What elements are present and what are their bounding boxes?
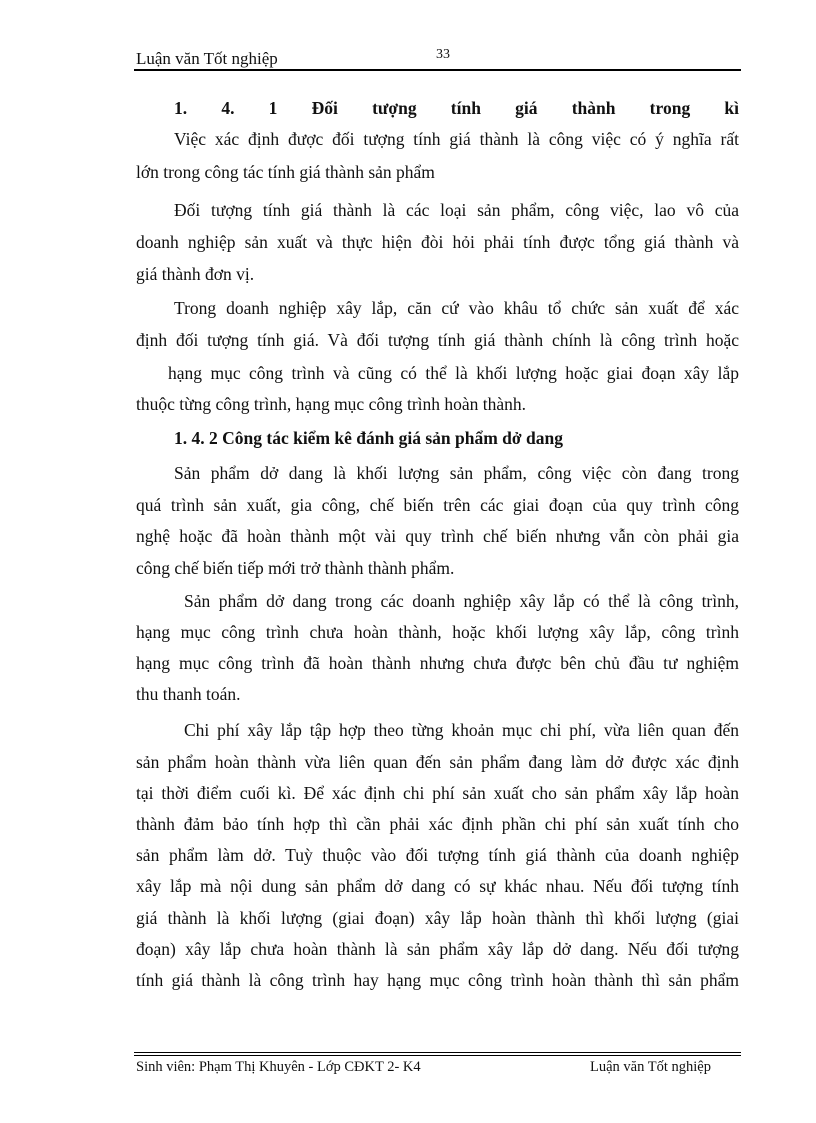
paragraph-line: xây lắp mà nội dung sản phẩm dở dang có sự khác nhau. Nếu đối tượng tính (136, 876, 739, 896)
paragraph-line: giá thành đơn vị. (136, 264, 255, 284)
header-divider (134, 69, 741, 71)
paragraph-line: tại thời điểm cuối kì. Để xác định chi phí sản xuất cho sản phẩm xây lắp hoàn (136, 783, 739, 803)
paragraph-line: Chi phí xây lắp tập hợp theo từng khoản mục chi phí, vừa liên quan đến (184, 720, 739, 740)
paragraph-line: thành đảm bảo tính hợp thì cần phải xác định phần chi phí sản xuất tính cho (136, 814, 739, 834)
paragraph-line: hạng mục công trình chưa hoàn thành, hoặc khối lượng xây lắp, công trình (136, 622, 739, 642)
paragraph-line: Việc xác định được đối tượng tính giá thành là công việc có ý nghĩa rất (174, 129, 739, 149)
footer-title: Luận văn Tốt nghiệp (590, 1059, 711, 1075)
page-number: 33 (436, 47, 450, 62)
paragraph-line: Đối tượng tính giá thành là các loại sản phẩm, công việc, lao vô của (174, 200, 739, 220)
footer-divider (134, 1052, 741, 1053)
footer-student-info: Sinh viên: Phạm Thị Khuyên - Lớp CĐKT 2- K4 (136, 1059, 421, 1075)
section-heading-1-4-1: 1. 4. 1 Đối tượng tính giá thành trong kì (174, 98, 739, 118)
paragraph-line: hạng mục công trình đã hoàn thành nhưng chưa được bên chủ đầu tư nghiệm (136, 653, 739, 673)
paragraph-line: nghệ hoặc đã hoàn thành một vài quy trình chế biến nhưng vẫn còn phải gia (136, 526, 739, 546)
paragraph-line: lớn trong công tác tính giá thành sản phẩm (136, 162, 435, 182)
paragraph-line: thu thanh toán. (136, 684, 241, 704)
paragraph-line: Sản phẩm dở dang là khối lượng sản phẩm, công việc còn đang trong (174, 463, 739, 483)
paragraph-line: Trong doanh nghiệp xây lắp, căn cứ vào khâu tổ chức sản xuất để xác (174, 298, 739, 318)
paragraph-line: sản phẩm làm dở. Tuỳ thuộc vào đối tượng tính giá thành của doanh nghiệp (136, 845, 739, 865)
paragraph-line: đoạn) xây lắp chưa hoàn thành là sản phẩm xây lắp dở dang. Nếu đối tượng (136, 939, 739, 959)
header-title: Luận văn Tốt nghiệp (136, 49, 278, 68)
section-heading-1-4-2: 1. 4. 2 Công tác kiểm kê đánh giá sản phẩm dở dang (174, 428, 563, 448)
paragraph-line: giá thành là khối lượng (giai đoạn) xây lắp hoàn thành thì khối lượng (giai (136, 908, 739, 928)
paragraph-line: doanh nghiệp sản xuất và thực hiện đòi hỏi phải tính được tổng giá thành và (136, 232, 739, 252)
paragraph-line: quá trình sản xuất, gia công, chế biến trên các giai đoạn của quy trình công (136, 495, 739, 515)
paragraph-line: Sản phẩm dở dang trong các doanh nghiệp xây lắp có thể là công trình, (184, 591, 739, 611)
paragraph-line: thuộc từng công trình, hạng mục công trình hoàn thành. (136, 394, 527, 414)
paragraph-line: công chế biến tiếp mới trở thành thành phẩm. (136, 558, 455, 578)
paragraph-line: sản phẩm hoàn thành vừa liên quan đến sản phẩm đang làm dở được xác định (136, 752, 739, 772)
paragraph-line: định đối tượng tính giá. Và đối tượng tính giá thành chính là công trình hoặc (136, 330, 739, 350)
footer-divider (134, 1055, 741, 1056)
paragraph-line: hạng mục công trình và cũng có thể là khối lượng hoặc giai đoạn xây lắp (168, 363, 739, 383)
paragraph-line: tính giá thành là công trình hay hạng mục công trình hoàn thành thì sản phẩm (136, 970, 739, 990)
